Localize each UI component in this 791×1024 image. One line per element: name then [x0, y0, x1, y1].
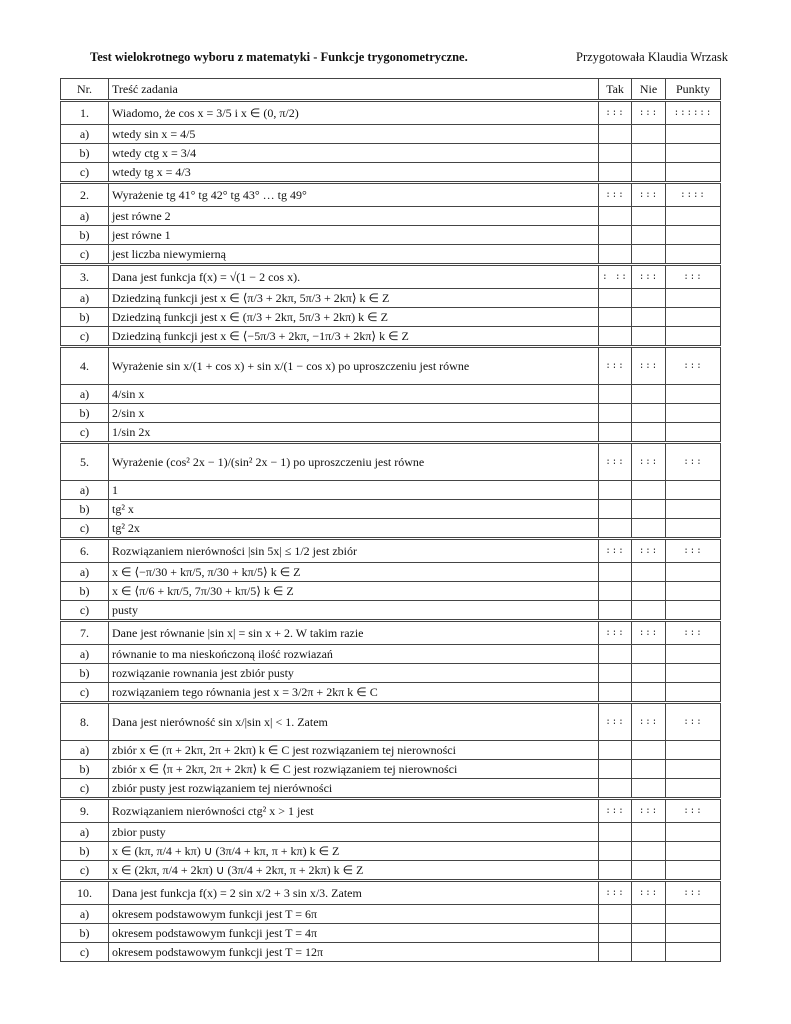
nie-checkbox[interactable] — [632, 760, 666, 779]
answer-text: zbiór x ∈ (π + 2kπ, 2π + 2kπ) k ∈ C jest rozwiązaniem tej nierowności — [109, 741, 599, 760]
answer-row — [61, 519, 721, 539]
tak-checkbox[interactable] — [599, 683, 632, 703]
question-text: Wyrażenie (cos² 2x − 1)/(sin² 2x − 1) po uproszczeniu jest równe — [109, 443, 599, 481]
answer-label: c) — [61, 245, 109, 265]
answer-text: okresem podstawowym funkcji jest T = 12π — [109, 943, 599, 962]
document-author: Przygotowała Klaudia Wrzask — [576, 50, 728, 64]
tak-mark: ::: — [605, 546, 625, 557]
nie-checkbox[interactable] — [632, 664, 666, 683]
tak-mark-cell[interactable] — [599, 539, 632, 563]
answer-row — [61, 125, 721, 144]
points-mark-cell[interactable] — [666, 443, 721, 481]
nie-mark: ::: — [638, 272, 659, 283]
nie-checkbox[interactable] — [632, 905, 666, 924]
tak-checkbox[interactable] — [599, 924, 632, 943]
tak-checkbox[interactable] — [599, 519, 632, 539]
nie-checkbox[interactable] — [632, 519, 666, 539]
answer-row — [61, 226, 721, 245]
nie-mark: ::: — [638, 108, 659, 119]
question-row — [61, 799, 721, 823]
nie-mark-cell[interactable] — [632, 621, 666, 645]
answer-row — [61, 905, 721, 924]
answer-text: 1 — [109, 481, 599, 500]
test-sheet — [60, 78, 720, 962]
answer-row — [61, 683, 721, 703]
tak-checkbox[interactable] — [599, 823, 632, 842]
answer-row — [61, 308, 721, 327]
points-mark: ::: — [683, 361, 703, 372]
tak-checkbox[interactable] — [599, 861, 632, 881]
answer-row — [61, 582, 721, 601]
question-text: Dane jest równanie |sin x| = sin x + 2. W takim razie — [109, 621, 599, 645]
points-field[interactable] — [666, 582, 721, 601]
question-number: 10. — [61, 881, 109, 905]
points-mark: ::: — [683, 806, 703, 817]
answer-label: b) — [61, 760, 109, 779]
tak-checkbox[interactable] — [599, 404, 632, 423]
question-row — [61, 101, 721, 125]
answer-row — [61, 563, 721, 582]
answer-text: tg² 2x — [109, 519, 599, 539]
points-field[interactable] — [666, 683, 721, 703]
nie-checkbox[interactable] — [632, 385, 666, 404]
points-field[interactable] — [666, 519, 721, 539]
points-field[interactable] — [666, 125, 721, 144]
nie-checkbox[interactable] — [632, 683, 666, 703]
answer-label: c) — [61, 943, 109, 962]
answer-row — [61, 601, 721, 621]
tak-mark-cell[interactable] — [599, 881, 632, 905]
nie-checkbox[interactable] — [632, 327, 666, 347]
tak-checkbox[interactable] — [599, 842, 632, 861]
tak-mark: ::: — [605, 806, 625, 817]
answer-text: zbiór x ∈ ⟨π + 2kπ, 2π + 2kπ⟩ k ∈ C jest rozwiązaniem tej nierowności — [109, 760, 599, 779]
nie-checkbox[interactable] — [632, 741, 666, 760]
tak-checkbox[interactable] — [599, 943, 632, 962]
question-row — [61, 183, 721, 207]
answer-label: c) — [61, 861, 109, 881]
answer-label: b) — [61, 582, 109, 601]
answer-row — [61, 245, 721, 265]
points-mark-cell[interactable] — [666, 101, 721, 125]
nie-mark: ::: — [638, 546, 659, 557]
tak-checkbox[interactable] — [599, 423, 632, 443]
points-field[interactable] — [666, 144, 721, 163]
tak-mark-cell[interactable] — [599, 101, 632, 125]
points-field[interactable] — [666, 207, 721, 226]
question-number: 3. — [61, 265, 109, 289]
points-mark-cell[interactable] — [666, 881, 721, 905]
column-header-nr: Nr. — [61, 79, 109, 101]
answer-label: b) — [61, 924, 109, 943]
nie-mark-cell[interactable] — [632, 265, 666, 289]
tak-mark: ::: — [605, 888, 625, 899]
nie-checkbox[interactable] — [632, 943, 666, 962]
question-text: Dana jest nierówność sin x/|sin x| < 1. Zatem — [109, 703, 599, 741]
answer-label: a) — [61, 823, 109, 842]
answer-label: a) — [61, 741, 109, 760]
nie-mark: ::: — [638, 628, 659, 639]
nie-mark: ::: — [638, 717, 659, 728]
answer-text: jest równe 1 — [109, 226, 599, 245]
points-field[interactable] — [666, 943, 721, 962]
nie-checkbox[interactable] — [632, 207, 666, 226]
answer-row — [61, 645, 721, 664]
question-number: 2. — [61, 183, 109, 207]
document-title: Test wielokrotnego wyboru z matematyki - Funkcje trygonometryczne. — [90, 50, 468, 64]
answer-row — [61, 289, 721, 308]
answer-label: b) — [61, 842, 109, 861]
answer-text: x ∈ (2kπ, π/4 + 2kπ) ∪ (3π/4 + 2kπ, π + 2kπ) k ∈ Z — [109, 861, 599, 881]
answer-row — [61, 943, 721, 962]
nie-checkbox[interactable] — [632, 163, 666, 183]
points-field[interactable] — [666, 645, 721, 664]
answer-row — [61, 842, 721, 861]
nie-mark-cell[interactable] — [632, 799, 666, 823]
question-number: 9. — [61, 799, 109, 823]
column-header-punkty: Punkty — [666, 79, 721, 101]
nie-checkbox[interactable] — [632, 404, 666, 423]
tak-checkbox[interactable] — [599, 163, 632, 183]
tak-checkbox[interactable] — [599, 481, 632, 500]
tak-mark: ::: — [605, 190, 625, 201]
answer-text: wtedy sin x = 4/5 — [109, 125, 599, 144]
answer-label: c) — [61, 163, 109, 183]
points-mark: ::: — [683, 546, 703, 557]
answer-row — [61, 163, 721, 183]
answer-text: okresem podstawowym funkcji jest T = 4π — [109, 924, 599, 943]
nie-checkbox[interactable] — [632, 924, 666, 943]
points-mark-cell[interactable] — [666, 539, 721, 563]
answer-text: Dziedziną funkcji jest x ∈ (π/3 + 2kπ, 5π/3 + 2kπ) k ∈ Z — [109, 308, 599, 327]
points-field[interactable] — [666, 327, 721, 347]
tak-checkbox[interactable] — [599, 601, 632, 621]
points-mark: ::: — [683, 888, 703, 899]
nie-checkbox[interactable] — [632, 842, 666, 861]
answer-label: a) — [61, 207, 109, 226]
answer-label: a) — [61, 645, 109, 664]
table-header-row — [61, 79, 721, 101]
answer-row — [61, 327, 721, 347]
answer-text: Dziedziną funkcji jest x ∈ ⟨π/3 + 2kπ, 5π/3 + 2kπ⟩ k ∈ Z — [109, 289, 599, 308]
points-field[interactable] — [666, 226, 721, 245]
question-text: Wyrażenie sin x/(1 + cos x) + sin x/(1 − cos x) po uproszczeniu jest równe — [109, 347, 599, 385]
nie-mark-cell[interactable] — [632, 539, 666, 563]
answer-label: c) — [61, 327, 109, 347]
tak-checkbox[interactable] — [599, 645, 632, 664]
answer-label: c) — [61, 683, 109, 703]
answer-row — [61, 404, 721, 423]
points-field[interactable] — [666, 404, 721, 423]
answer-text: okresem podstawowym funkcji jest T = 6π — [109, 905, 599, 924]
points-field[interactable] — [666, 481, 721, 500]
nie-checkbox[interactable] — [632, 861, 666, 881]
answer-row — [61, 861, 721, 881]
answer-label: a) — [61, 481, 109, 500]
points-field[interactable] — [666, 664, 721, 683]
nie-mark: ::: — [638, 361, 659, 372]
answer-text: wtedy ctg x = 3/4 — [109, 144, 599, 163]
answer-row — [61, 423, 721, 443]
points-field[interactable] — [666, 741, 721, 760]
points-mark: ::: — [683, 457, 703, 468]
answer-text: x ∈ ⟨π/6 + kπ/5, 7π/30 + kπ/5⟩ k ∈ Z — [109, 582, 599, 601]
points-mark-cell[interactable] — [666, 183, 721, 207]
tak-mark: ::: — [605, 361, 625, 372]
points-mark: ::: — [683, 272, 703, 283]
tak-mark: ::: — [605, 628, 625, 639]
nie-checkbox[interactable] — [632, 289, 666, 308]
question-row — [61, 539, 721, 563]
answer-text: 4/sin x — [109, 385, 599, 404]
question-row — [61, 265, 721, 289]
answer-text: tg² x — [109, 500, 599, 519]
answer-label: c) — [61, 519, 109, 539]
nie-checkbox[interactable] — [632, 144, 666, 163]
tak-mark-cell[interactable] — [599, 621, 632, 645]
points-field[interactable] — [666, 823, 721, 842]
answer-text: jest liczba niewymierną — [109, 245, 599, 265]
question-table — [60, 78, 721, 962]
points-field[interactable] — [666, 500, 721, 519]
answer-text: wtedy tg x = 4/3 — [109, 163, 599, 183]
tak-mark: ::: — [605, 108, 625, 119]
answer-text: x ∈ (kπ, π/4 + kπ) ∪ (3π/4 + kπ, π + kπ) k ∈ Z — [109, 842, 599, 861]
question-text: Wiadomo, że cos x = 3/5 i x ∈ (0, π/2) — [109, 101, 599, 125]
answer-label: a) — [61, 905, 109, 924]
points-field[interactable] — [666, 163, 721, 183]
answer-text: Dziedziną funkcji jest x ∈ ⟨−5π/3 + 2kπ, −1π/3 + 2kπ⟩ k ∈ Z — [109, 327, 599, 347]
tak-checkbox[interactable] — [599, 289, 632, 308]
nie-mark: ::: — [638, 190, 659, 201]
points-mark-cell[interactable] — [666, 265, 721, 289]
tak-mark-cell[interactable] — [599, 265, 632, 289]
nie-mark-cell[interactable] — [632, 703, 666, 741]
nie-checkbox[interactable] — [632, 245, 666, 265]
nie-checkbox[interactable] — [632, 779, 666, 799]
tak-checkbox[interactable] — [599, 741, 632, 760]
nie-mark-cell[interactable] — [632, 183, 666, 207]
tak-checkbox[interactable] — [599, 582, 632, 601]
answer-row — [61, 481, 721, 500]
answer-text: równanie to ma nieskończoną ilość rozwiazań — [109, 645, 599, 664]
answer-label: b) — [61, 226, 109, 245]
answer-label: c) — [61, 601, 109, 621]
tak-checkbox[interactable] — [599, 308, 632, 327]
question-row — [61, 443, 721, 481]
question-text: Rozwiązaniem nierówności |sin 5x| ≤ 1/2 jest zbiór — [109, 539, 599, 563]
points-field[interactable] — [666, 423, 721, 443]
answer-row — [61, 760, 721, 779]
answer-text: rozwiązaniem tego równania jest x = 3/2π + 2kπ k ∈ C — [109, 683, 599, 703]
nie-mark-cell[interactable] — [632, 101, 666, 125]
nie-checkbox[interactable] — [632, 500, 666, 519]
answer-label: a) — [61, 125, 109, 144]
question-row — [61, 347, 721, 385]
tak-checkbox[interactable] — [599, 760, 632, 779]
question-number: 6. — [61, 539, 109, 563]
answer-text: zbior pusty — [109, 823, 599, 842]
column-header-tak: Tak — [599, 79, 632, 101]
nie-checkbox[interactable] — [632, 823, 666, 842]
points-mark-cell[interactable] — [666, 703, 721, 741]
nie-mark: ::: — [638, 457, 659, 468]
answer-row — [61, 144, 721, 163]
nie-checkbox[interactable] — [632, 645, 666, 664]
nie-checkbox[interactable] — [632, 125, 666, 144]
question-number: 8. — [61, 703, 109, 741]
answer-text: 1/sin 2x — [109, 423, 599, 443]
question-text: Dana jest funkcja f(x) = 2 sin x/2 + 3 sin x/3. Zatem — [109, 881, 599, 905]
tak-mark: ::: — [605, 457, 625, 468]
answer-row — [61, 823, 721, 842]
tak-mark-cell[interactable] — [599, 703, 632, 741]
tak-mark-cell[interactable] — [599, 347, 632, 385]
tak-checkbox[interactable] — [599, 125, 632, 144]
points-field[interactable] — [666, 245, 721, 265]
nie-checkbox[interactable] — [632, 601, 666, 621]
answer-label: c) — [61, 423, 109, 443]
answer-text: x ∈ ⟨−π/30 + kπ/5, π/30 + kπ/5⟩ k ∈ Z — [109, 563, 599, 582]
answer-label: a) — [61, 563, 109, 582]
answer-text: pusty — [109, 601, 599, 621]
nie-mark-cell[interactable] — [632, 881, 666, 905]
nie-checkbox[interactable] — [632, 226, 666, 245]
nie-mark: ::: — [638, 888, 659, 899]
points-mark: ::: — [683, 628, 703, 639]
tak-checkbox[interactable] — [599, 385, 632, 404]
tak-mark-cell[interactable] — [599, 183, 632, 207]
answer-row — [61, 664, 721, 683]
nie-checkbox[interactable] — [632, 582, 666, 601]
question-number: 5. — [61, 443, 109, 481]
tak-checkbox[interactable] — [599, 245, 632, 265]
tak-checkbox[interactable] — [599, 144, 632, 163]
points-mark-cell[interactable] — [666, 347, 721, 385]
column-header-nie: Nie — [632, 79, 666, 101]
points-mark: :::::: — [673, 108, 713, 119]
points-mark: ::: — [683, 717, 703, 728]
nie-checkbox[interactable] — [632, 423, 666, 443]
answer-label: a) — [61, 289, 109, 308]
nie-checkbox[interactable] — [632, 308, 666, 327]
question-text: Rozwiązaniem nierówności ctg² x > 1 jest — [109, 799, 599, 823]
nie-mark-cell[interactable] — [632, 347, 666, 385]
tak-mark: : :: — [602, 272, 628, 283]
answer-text: 2/sin x — [109, 404, 599, 423]
nie-checkbox[interactable] — [632, 481, 666, 500]
tak-checkbox[interactable] — [599, 563, 632, 582]
question-row — [61, 703, 721, 741]
question-number: 4. — [61, 347, 109, 385]
points-field[interactable] — [666, 760, 721, 779]
tak-mark-cell[interactable] — [599, 799, 632, 823]
points-mark-cell[interactable] — [666, 621, 721, 645]
answer-label: b) — [61, 308, 109, 327]
tak-mark-cell[interactable] — [599, 443, 632, 481]
answer-label: c) — [61, 779, 109, 799]
points-field[interactable] — [666, 385, 721, 404]
answer-row — [61, 207, 721, 226]
question-text: Dana jest funkcja f(x) = √(1 − 2 cos x). — [109, 265, 599, 289]
points-mark: :::: — [680, 190, 706, 201]
points-field[interactable] — [666, 861, 721, 881]
column-header-content: Treść zadania — [109, 79, 599, 101]
answer-text: rozwiązanie rownania jest zbiór pusty — [109, 664, 599, 683]
answer-row — [61, 924, 721, 943]
points-field[interactable] — [666, 563, 721, 582]
answer-label: a) — [61, 385, 109, 404]
answer-row — [61, 500, 721, 519]
question-number: 1. — [61, 101, 109, 125]
tak-checkbox[interactable] — [599, 905, 632, 924]
question-text: Wyrażenie tg 41° tg 42° tg 43° … tg 49° — [109, 183, 599, 207]
answer-label: b) — [61, 404, 109, 423]
answer-text: zbiór pusty jest rozwiązaniem tej nierówności — [109, 779, 599, 799]
tak-mark: ::: — [605, 717, 625, 728]
points-field[interactable] — [666, 905, 721, 924]
answer-row — [61, 779, 721, 799]
points-field[interactable] — [666, 779, 721, 799]
question-number: 7. — [61, 621, 109, 645]
tak-checkbox[interactable] — [599, 226, 632, 245]
answer-label: b) — [61, 664, 109, 683]
answer-label: b) — [61, 144, 109, 163]
points-mark-cell[interactable] — [666, 799, 721, 823]
points-field[interactable] — [666, 289, 721, 308]
nie-mark: ::: — [638, 806, 659, 817]
nie-mark-cell[interactable] — [632, 443, 666, 481]
nie-checkbox[interactable] — [632, 563, 666, 582]
question-row — [61, 621, 721, 645]
document-header — [90, 50, 750, 68]
question-row — [61, 881, 721, 905]
points-field[interactable] — [666, 308, 721, 327]
answer-row — [61, 741, 721, 760]
points-field[interactable] — [666, 601, 721, 621]
answer-row — [61, 385, 721, 404]
tak-checkbox[interactable] — [599, 327, 632, 347]
tak-checkbox[interactable] — [599, 500, 632, 519]
answer-label: b) — [61, 500, 109, 519]
points-field[interactable] — [666, 924, 721, 943]
points-field[interactable] — [666, 842, 721, 861]
tak-checkbox[interactable] — [599, 207, 632, 226]
answer-text: jest równe 2 — [109, 207, 599, 226]
tak-checkbox[interactable] — [599, 664, 632, 683]
tak-checkbox[interactable] — [599, 779, 632, 799]
